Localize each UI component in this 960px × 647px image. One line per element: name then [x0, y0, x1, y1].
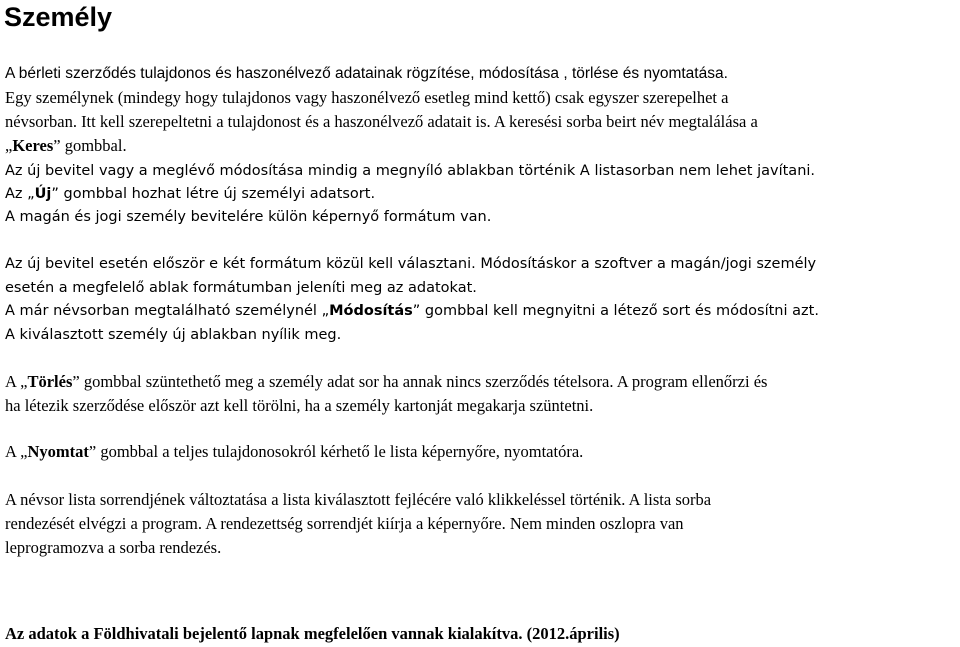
paragraph-4-line-1: A „Nyomtat” gombbal a teljes tulajdonosokról kérhető le lista képernyőre, nyomtatóra.: [5, 442, 584, 461]
paragraph-2-line-4: A kiválasztott személy új ablakban nyílik meg.: [5, 327, 342, 343]
paragraph-5-line-2: rendezését elvégzi a program. A rendezettség sorrendjét kiírja a képernyőre. Nem minden oszlopra van: [5, 514, 684, 533]
paragraph-1-line-1: A bérleti szerződés tulajdonos és haszonélvező adatainak rögzítése, módosítása , törlése és nyomtatása.: [5, 65, 728, 82]
paragraph-5-line-3: leprogramozva a sorba rendezés.: [5, 538, 222, 557]
paragraph-1-line-7: A magán és jogi személy bevitelére külön képernyő formátum van.: [5, 209, 492, 225]
uj-button-ref: Új: [34, 186, 52, 202]
paragraph-3-line-1: A „Törlés” gombbal szüntethető meg a személy adat sor ha annak nincs szerződés tételsora. A program ellenőrzi és: [5, 372, 768, 391]
paragraph-2-line-1: Az új bevitel esetén először e két formátum közül kell választani. Módosításkor a szoftver a magán/jogi személy: [5, 256, 817, 272]
paragraph-3-line-2: ha létezik szerződése először azt kell törölni, ha a személy kartonját megakarja szüntetni.: [5, 396, 594, 415]
keres-button-ref: Keres: [12, 136, 54, 155]
nyomtat-button-ref: Nyomtat: [27, 442, 89, 461]
modositas-button-ref: Módosítás: [329, 303, 413, 319]
paragraph-1-line-5: Az új bevitel vagy a meglévő módosítása mindig a megnyíló ablakban történik A listasorban nem lehet javítani.: [5, 163, 816, 179]
paragraph-2-line-2: esetén a megfelelő ablak formátumban jeleníti meg az adatokat.: [5, 280, 477, 296]
paragraph-1-line-4: „Keres” gombbal.: [5, 136, 127, 155]
paragraph-5-line-1: A névsor lista sorrendjének változtatása a lista kiválasztott fejlécére való klikkeléssel történik. A lista sorba: [5, 490, 712, 509]
paragraph-2-line-3: A már névsorban megtalálható személynél „Módosítás” gombbal kell megnyitni a létező sort és módosítni azt.: [5, 303, 819, 319]
paragraph-1-line-3: névsorban. Itt kell szerepeltetni a tulajdonost és a haszonélvező adatait is. A keresési sorba beirt név megtalálása a: [5, 112, 758, 131]
torles-button-ref: Törlés: [27, 372, 73, 391]
paragraph-1-line-6: Az „Új” gombbal hozhat létre új személyi adatsort.: [5, 186, 376, 202]
page-title: Személy: [4, 2, 113, 32]
footer-note: Az adatok a Földhivatali bejelentő lapnak megfelelően vannak kialakítva. (2012.április): [5, 624, 620, 643]
paragraph-1-line-2: Egy személynek (mindegy hogy tulajdonos vagy haszonélvező esetleg mind kettő) csak egyszer szerepelhet a: [5, 88, 729, 107]
